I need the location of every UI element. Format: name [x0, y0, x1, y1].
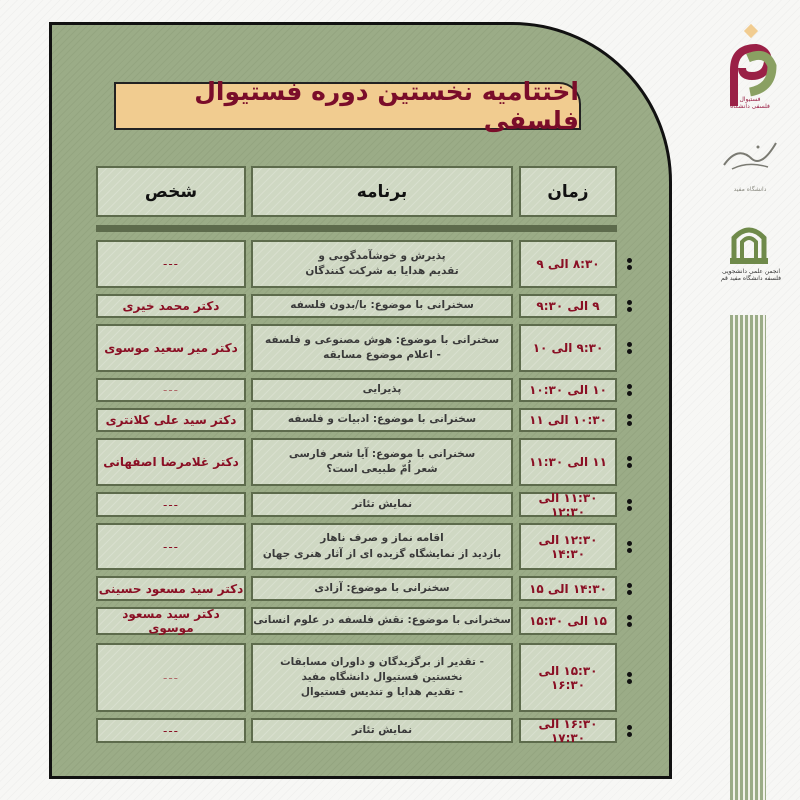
time-range: ۱۲:۳۰ الی ۱۴:۳۰ — [538, 532, 598, 561]
header-time — [519, 166, 617, 217]
row-program-cell — [251, 240, 513, 288]
row-program-cell — [251, 294, 513, 318]
speaker-name: دکتر محمد خیری — [122, 299, 220, 313]
row-bullet-icon — [626, 583, 632, 595]
time-range: ۱۵ الی ۱۵:۳۰ — [529, 614, 607, 628]
header-time-label: زمان — [547, 181, 589, 202]
program-line: پذیرش و خوشآمدگویی و — [318, 249, 446, 262]
row-person-cell — [96, 607, 246, 635]
time-range: ۹:۳۰ الی ۱۰ — [532, 341, 604, 355]
program-line: تقدیم هدایا به شرکت کنندگان — [305, 265, 459, 277]
no-speaker-dash: --- — [163, 670, 179, 685]
row-bullet-icon — [626, 672, 632, 684]
row-time-cell — [519, 294, 617, 318]
association-logo-line-2: فلسفه دانشگاه مفید قم — [721, 275, 781, 282]
program-line: سخنرانی با موضوع: آزادی — [314, 581, 450, 594]
time-range: ۱۴:۳۰ الی ۱۵ — [529, 581, 607, 596]
no-speaker-dash: --- — [163, 497, 179, 512]
row-bullet-icon — [626, 300, 632, 312]
decorative-stripes — [730, 315, 766, 800]
program-line: سخنرانی با موضوع: ادبیات و فلسفه — [287, 413, 477, 426]
row-person-cell — [96, 492, 246, 517]
program-line: اقامه نماز و صرف ناهار — [320, 532, 444, 545]
row-bullet-icon — [626, 384, 632, 396]
row-time-cell — [519, 324, 617, 372]
row-time-cell — [519, 718, 617, 743]
association-logo-icon — [728, 222, 770, 266]
header-program-label: برنامه — [356, 181, 408, 202]
no-speaker-dash: --- — [163, 383, 179, 397]
row-person-cell — [96, 523, 246, 570]
time-range: ۹ الی ۹:۳۰ — [536, 299, 600, 313]
row-time-cell — [519, 607, 617, 635]
time-range: ۱۶:۳۰ الی ۱۷:۳۰ — [538, 716, 598, 745]
time-range: ۱۰ الی ۱۰:۳۰ — [529, 383, 607, 397]
row-time-cell — [519, 576, 617, 601]
row-time-cell — [519, 240, 617, 288]
row-program-cell — [251, 378, 513, 402]
no-speaker-dash: --- — [163, 257, 179, 271]
program-line: - اعلام موضوع مسابقه — [323, 349, 441, 361]
program-line: - تقدیم هدایا و تندیس فستیوال — [300, 686, 464, 699]
row-program-cell — [251, 718, 513, 743]
time-range: ۸:۳۰ الی ۹ — [536, 257, 600, 271]
no-speaker-dash: --- — [163, 723, 179, 738]
row-program-cell — [251, 607, 513, 635]
row-time-cell — [519, 378, 617, 402]
speaker-name: دکتر سید مسعود موسوی — [122, 607, 220, 635]
row-program-cell — [251, 576, 513, 601]
row-program-cell — [251, 438, 513, 486]
header-person — [96, 166, 246, 217]
row-person-cell — [96, 240, 246, 288]
header-program — [251, 166, 513, 217]
header-person-label: شخص — [144, 181, 198, 202]
program-line: - تقدیر از برگزیدگان و داوران مسابقات — [280, 655, 484, 668]
program-line: شعر اُمّ طبیعی است؟ — [326, 463, 438, 475]
row-bullet-icon — [626, 615, 632, 627]
program-line: سخنرانی با موضوع: نقش فلسفه در علوم انسانی — [253, 614, 511, 627]
row-person-cell — [96, 643, 246, 712]
row-person-cell — [96, 378, 246, 402]
program-line: نمایش تئاتر — [352, 723, 413, 736]
row-program-cell — [251, 408, 513, 432]
program-line: بازدید از نمایشگاه گزیده ای از آثار هنری جهان — [262, 547, 502, 560]
speaker-name: دکتر سید مسعود حسینی — [98, 581, 244, 596]
row-program-cell — [251, 523, 513, 570]
page-title: اختتامیه نخستین دوره فستیوال فلسفی — [194, 77, 579, 135]
title-banner — [114, 77, 581, 135]
row-bullet-icon — [626, 456, 632, 468]
time-range: ۱۱:۳۰ الی ۱۲:۳۰ — [538, 490, 598, 519]
row-time-cell — [519, 438, 617, 486]
header-separator — [96, 225, 617, 232]
row-program-cell — [251, 492, 513, 517]
university-logo-text: دانشگاه مفید — [733, 186, 767, 193]
row-person-cell — [96, 294, 246, 318]
row-program-cell — [251, 643, 513, 712]
row-person-cell — [96, 576, 246, 601]
association-logo-caption — [708, 268, 794, 282]
row-bullet-icon — [626, 725, 632, 737]
time-range: ۱۰:۳۰ الی ۱۱ — [529, 413, 607, 427]
row-person-cell — [96, 408, 246, 432]
row-person-cell — [96, 718, 246, 743]
association-logo-line-1: انجمن علمی دانشجویی — [721, 268, 781, 275]
time-range: ۱۱ الی ۱۱:۳۰ — [529, 455, 607, 469]
festival-logo-text: فستیوال فلسفی دانشگاه — [730, 96, 770, 110]
row-time-cell — [519, 408, 617, 432]
row-bullet-icon — [626, 414, 632, 426]
program-line: سخنرانی با موضوع: آیا شعر فارسی — [288, 447, 476, 460]
row-bullet-icon — [626, 499, 632, 511]
speaker-name: دکتر غلامرضا اصفهانی — [103, 455, 239, 469]
row-program-cell — [251, 324, 513, 372]
program-line: سخنرانی با موضوع: با/بدون فلسفه — [290, 299, 474, 312]
row-time-cell — [519, 492, 617, 517]
no-speaker-dash: --- — [163, 539, 179, 554]
program-line: نمایش تئاتر — [352, 497, 413, 510]
program-line: سخنرانی با موضوع: هوش مصنوعی و فلسفه — [264, 333, 500, 346]
row-person-cell — [96, 438, 246, 486]
row-time-cell — [519, 523, 617, 570]
program-line: نخستین فستیوال دانشگاه مفید — [301, 670, 463, 683]
time-range: ۱۵:۳۰ الی ۱۶:۳۰ — [538, 663, 598, 692]
speaker-name: دکتر سید علی کلانتری — [105, 413, 237, 427]
row-bullet-icon — [626, 258, 632, 270]
row-bullet-icon — [626, 342, 632, 354]
row-time-cell — [519, 643, 617, 712]
row-person-cell — [96, 324, 246, 372]
university-calligraphy-logo-icon — [718, 135, 782, 175]
speaker-name: دکتر میر سعید موسوی — [104, 341, 238, 355]
program-line: پذیرایی — [362, 383, 402, 396]
row-bullet-icon — [626, 541, 632, 553]
